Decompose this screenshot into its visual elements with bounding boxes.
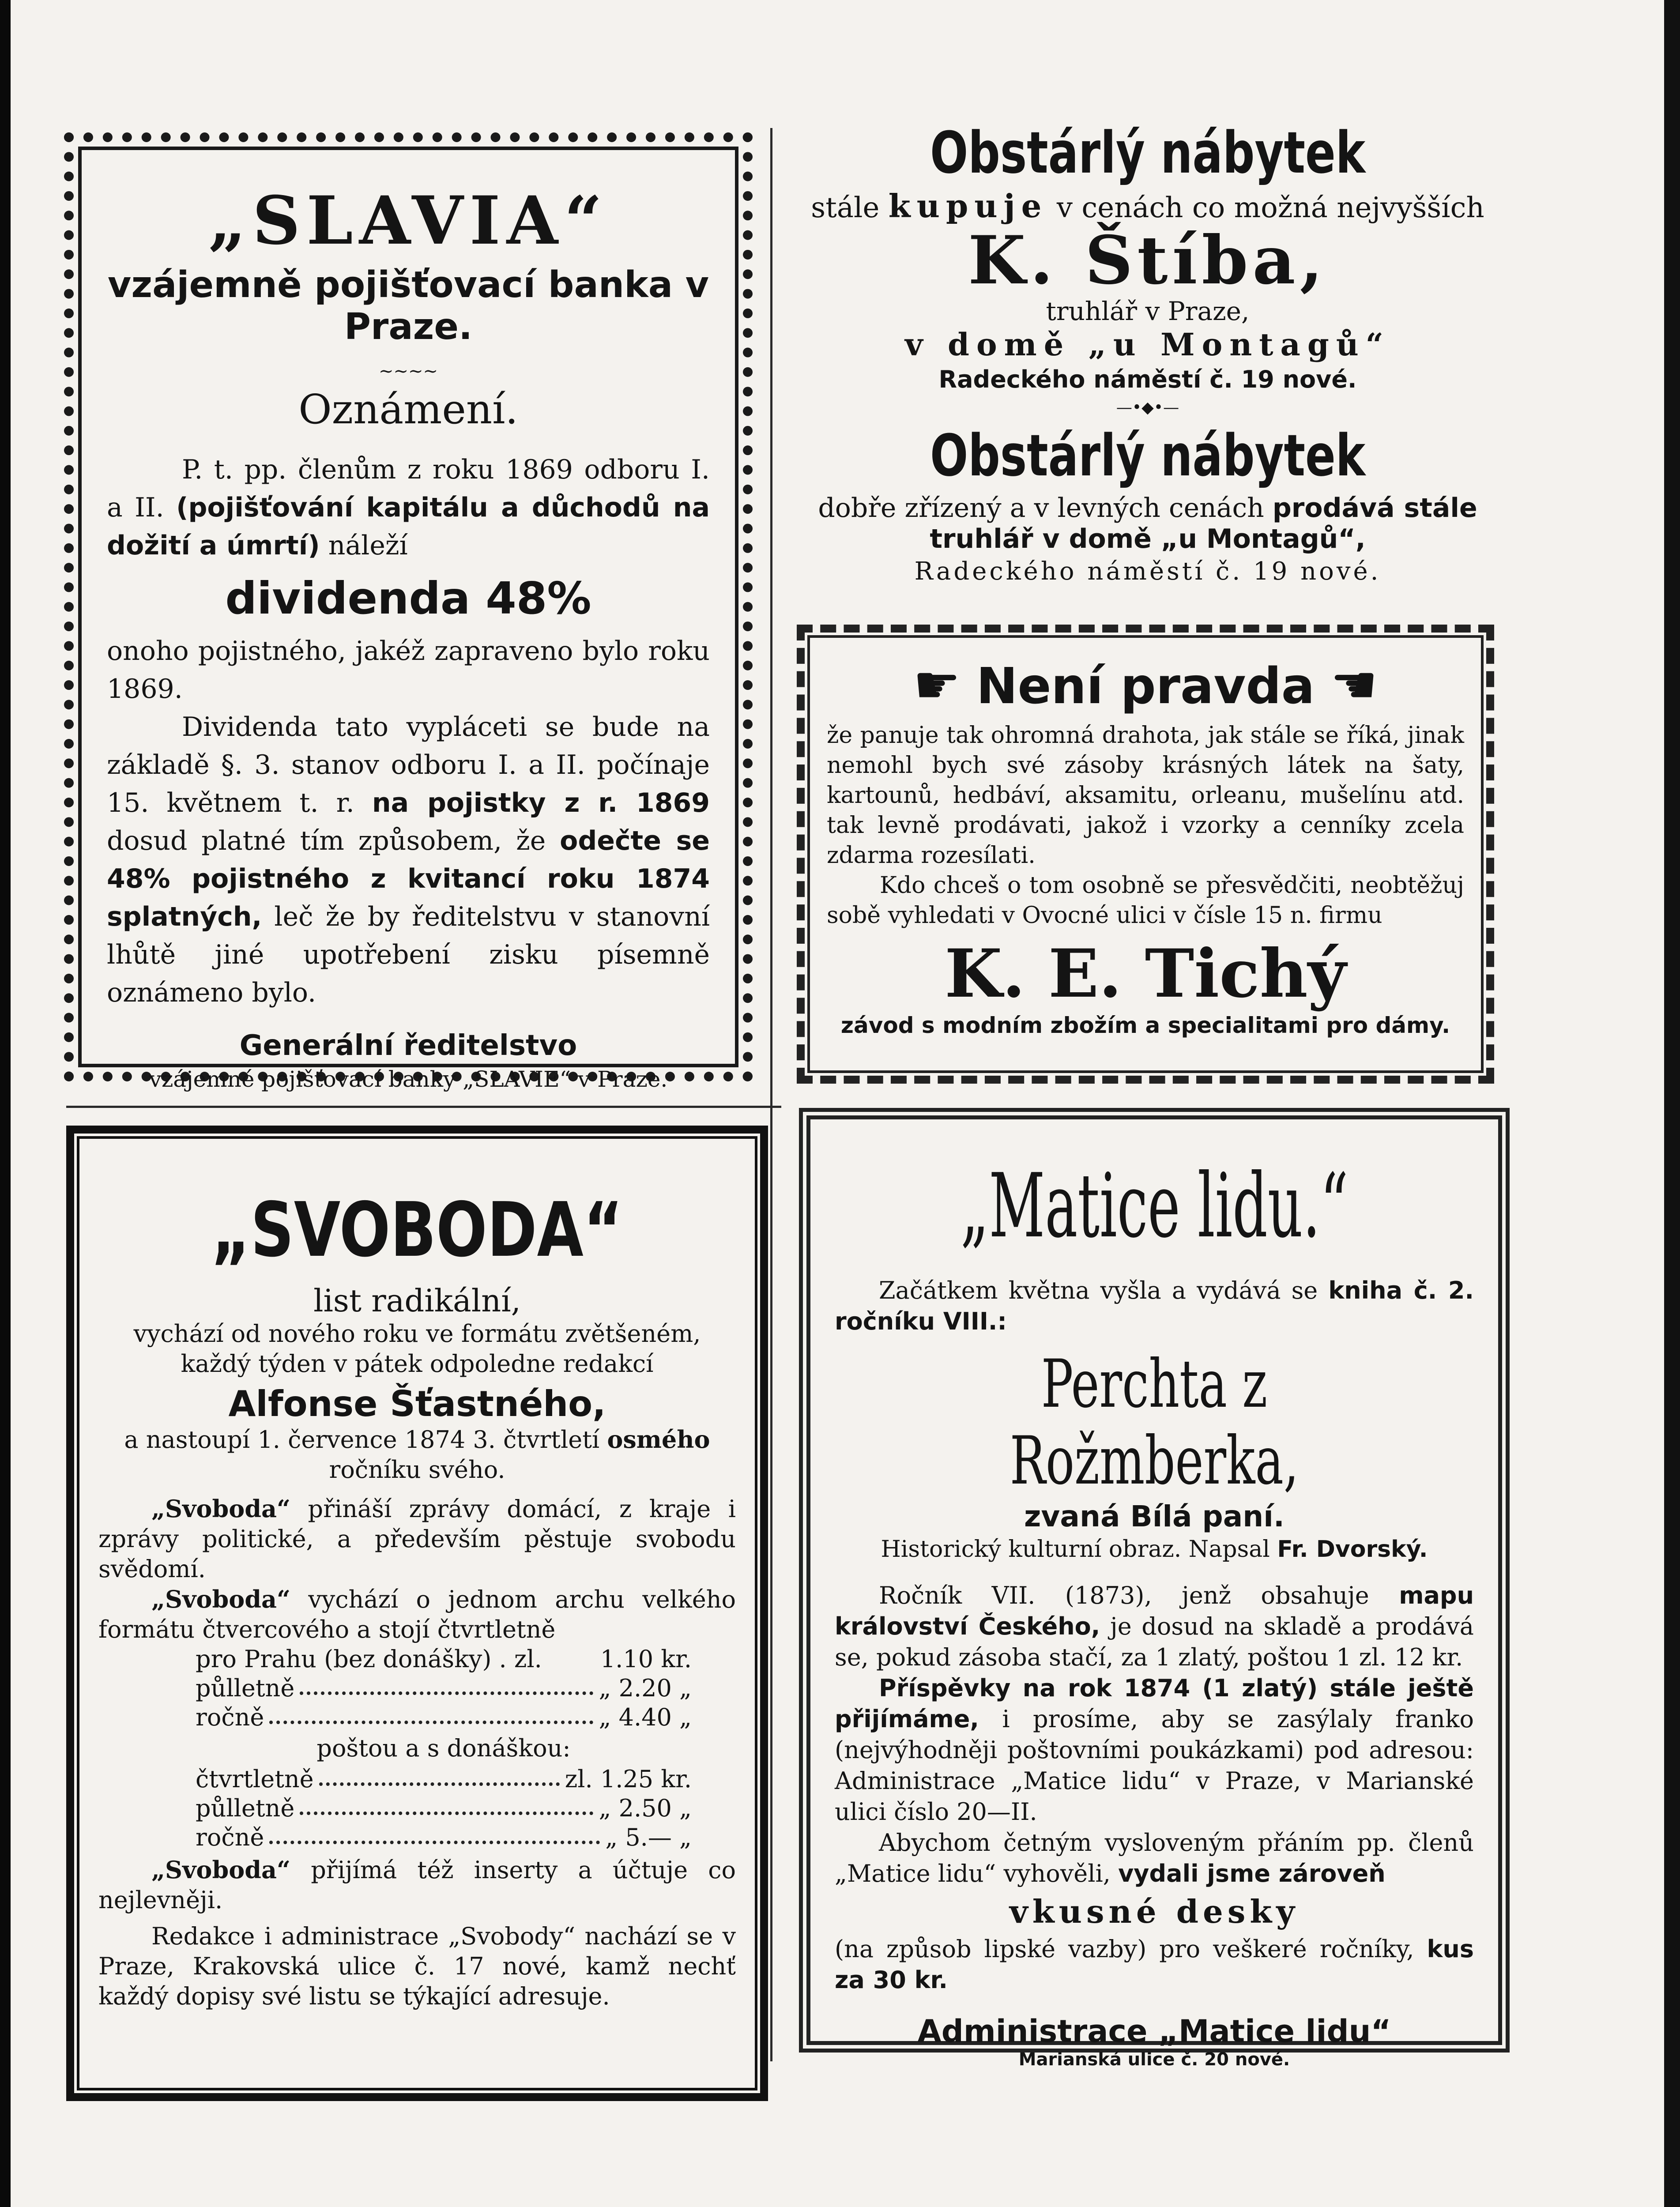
- stiba-heading-1: Obstárlý nábytek: [930, 119, 1366, 186]
- stiba-name: K. Štíba,: [968, 222, 1327, 299]
- svoboda-sub3a: a nastoupí 1. července 1874 3. čtvrtletí: [124, 1426, 600, 1454]
- stiba-line1: [786, 187, 1510, 225]
- ornament-dash: ~~~~: [378, 361, 438, 381]
- svoboda-price-table: [98, 1645, 736, 1852]
- svoboda-sub2: vychází od nového roku ve formátu zvětšeném, každý týden v pátek odpoledne redakcí: [133, 1320, 701, 1378]
- matice-p3b: vydali jsme zároveň: [1118, 1860, 1386, 1887]
- stiba-line4: Radeckého náměstí č. 19 nové.: [938, 365, 1357, 393]
- svoboda-p3b: přijímá též inserty a účtuje co nejlevněji.: [98, 1856, 736, 1914]
- slavia-signature: Generální ředitelstvo: [239, 1029, 577, 1062]
- stiba-line5b: prodává stále truhlář v domě „u Montagů“,: [930, 493, 1477, 554]
- slavia-para1: [107, 451, 710, 565]
- price-pul2-label: půlletně: [196, 1794, 295, 1822]
- matice-p1: [835, 1580, 1474, 1673]
- slavia-para3a: Dividenda tato vypláceti se bude na základě §. 3. stanov odboru I. a II. počínaje 15. květnem t. r.: [107, 712, 710, 818]
- matice-p1c: je dosud na skladě a prodává se, pokud zásoba stačí, za 1 zlatý, poštou 1 zl. 12 kr.: [835, 1612, 1474, 1671]
- slavia-para3b: na pojistky z r. 1869: [372, 787, 710, 818]
- svoboda-sub1: list radikální,: [313, 1283, 521, 1319]
- svoboda-p1a: „Svoboda“: [151, 1495, 291, 1523]
- stiba-advertisement: [786, 119, 1510, 609]
- matice-intro-a: Začátkem května vyšla a vydává se: [879, 1277, 1318, 1304]
- matice-address: Marianská ulice č. 20 nové.: [1018, 2049, 1290, 2070]
- column-divider: [770, 128, 772, 2061]
- slavia-para1c: náleží: [328, 530, 408, 561]
- stiba-heading-2: Obstárlý nábytek: [930, 422, 1366, 489]
- matice-p2a: Příspěvky na rok 1874 (1 zlatý) stále ještě přijímáme,: [835, 1674, 1474, 1733]
- svoboda-p4: Redakce i administrace „Svobody“ nachází se v Praze, Krakovská ulice č. 17 nové, kamž nechť každý dopisy své listu se týkající adresuje.: [98, 1922, 736, 2010]
- matice-p1b: mapu království Českého,: [835, 1582, 1474, 1640]
- matice-desky: vkusné desky: [1009, 1893, 1300, 1930]
- slavia-dividend: dividenda 48%: [225, 572, 591, 624]
- price-praha: 1.10 kr.: [600, 1645, 692, 1673]
- price-rocne2-label: ročně: [196, 1823, 264, 1851]
- neni-body-1: že panuje tak ohromná drahota, jak stále se říká, jinak nemohl bych své zásoby krásných látek na šaty, kartounů, hedbáví, aksamitu, orleanu, mušelínu atd. tak levně prodávati, jakož i vzorky a cenníky zcela zdarma rozesílati.: [827, 722, 1464, 869]
- price-ctvrt2-label: čtvrtletně: [196, 1765, 314, 1793]
- svoboda-p2: [98, 1584, 736, 1645]
- svoboda-sub3b: osmého: [607, 1425, 710, 1454]
- matice-p1a: Ročník VII. (1873), jenž obsahuje: [879, 1582, 1369, 1609]
- left-horizontal-rule: [66, 1106, 781, 1108]
- slavia-para3: [107, 708, 710, 1012]
- svoboda-title: „SVOBODA“: [211, 1186, 623, 1274]
- tichy-advertisement: [797, 625, 1494, 1084]
- slavia-title: „SLAVIA“: [208, 182, 609, 260]
- matice-p3: [835, 1827, 1474, 1889]
- stiba-line5a: dobře zřízený a v levných cenách: [818, 493, 1264, 524]
- price-pul2: „ 2.50 „: [599, 1794, 692, 1822]
- tichy-name: K. E. Tichý: [945, 935, 1346, 1013]
- matice-p2b: i prosíme, aby se zasýlaly franko (nejvýhodněji poštovními poukázkami) pod adresou: Administrace „Matice lidu“ v Praze, v Marianské ulici číslo 20—II.: [835, 1705, 1474, 1826]
- svoboda-sub3c: ročníku svého.: [329, 1456, 505, 1484]
- matice-p4b: kus za 30 kr.: [835, 1935, 1474, 1994]
- neni-heading-row: [827, 655, 1464, 716]
- slavia-heading: Oznámení.: [298, 386, 518, 433]
- price-pul: „ 2.20 „: [599, 1674, 692, 1702]
- stiba-line1b: kupuje: [888, 187, 1048, 225]
- neni-body-2: Kdo chceš o tom osobně se přesvědčiti, neobtěžuj sobě vyhledati v Ovocné ulici v čísle 15 n. firmu: [827, 872, 1464, 929]
- stiba-line6: Radeckého náměstí č. 19 nové.: [914, 557, 1381, 586]
- slavia-subtitle: vzájemně pojišťovací banka v Praze.: [107, 264, 709, 348]
- slavia-advertisement: [64, 132, 753, 1092]
- slavia-para3c: dosud platné tím způsobem, že: [107, 825, 546, 856]
- matice-p4: [835, 1934, 1474, 1996]
- slavia-para1b: (pojišťování kapitálu a důchodů na dožití a úmrtí): [107, 492, 710, 561]
- slavia-para3d: odečte se 48% pojistného z kvitancí roku 1874 splatných,: [107, 825, 710, 932]
- matice-p2: [835, 1673, 1474, 1827]
- matice-p3a: Abychom četným vysloveným přáním pp. členů „Matice lidu“ vyhověli,: [835, 1829, 1474, 1887]
- price-pul-label: půlletně: [196, 1674, 295, 1702]
- scan-left-edge: [0, 0, 11, 2207]
- matice-signature: Administrace „Matice lidu“: [917, 2013, 1391, 2049]
- price-rocne: „ 4.40 „: [599, 1703, 692, 1731]
- svoboda-p3a: „Svoboda“: [151, 1856, 291, 1884]
- scan-right-edge: [1664, 0, 1680, 2207]
- matice-book-title: Perchta z Rožmberka,: [1010, 1346, 1299, 1499]
- stiba-line3: v domě „u Montagů“: [904, 326, 1391, 363]
- svoboda-advertisement: [66, 1126, 768, 2101]
- matice-intro: [835, 1275, 1474, 1337]
- slavia-para2: onoho pojistného, jakéž zapraveno bylo roku 1869.: [107, 636, 710, 704]
- matice-p4a: (na způsob lipské vazby) pro veškeré ročníky,: [835, 1935, 1414, 1963]
- price-rocne2: „ 5.— „: [605, 1823, 692, 1851]
- price-rocne-label: ročně: [196, 1703, 264, 1731]
- svoboda-p1: [98, 1494, 736, 1584]
- matice-lidu-advertisement: [799, 1108, 1510, 2070]
- slavia-signature-line2: vzájemné pojišťovací banky „SLAVIE“ v Praze.: [149, 1066, 668, 1092]
- svoboda-sub3: [98, 1424, 736, 1485]
- matice-book-desc-b: Fr. Dvorský.: [1277, 1536, 1428, 1563]
- pointing-hand-right-icon: ☛: [913, 655, 961, 716]
- neni-footer: závod s modním zbožím a specialitami pro dámy.: [840, 1013, 1450, 1038]
- stiba-line2: truhlář v Praze,: [1046, 296, 1250, 326]
- svoboda-p2b: vychází o jednom archu velkého formátu čtvercového a stojí čtvrtletně: [98, 1586, 736, 1643]
- matice-intro-b: kniha č. 2. ročníku VIII.:: [835, 1277, 1474, 1335]
- price-praha-label: pro Prahu (bez donášky) . zl.: [196, 1645, 542, 1673]
- matice-book-sub: zvaná Bílá paní.: [1024, 1499, 1284, 1533]
- matice-book-desc-a: Historický kulturní obraz. Napsal: [881, 1536, 1270, 1563]
- price-ctvrt2: zl. 1.25 kr.: [565, 1765, 692, 1793]
- svoboda-p1b: přináší zprávy domácí, z kraje i zprávy politické, a především pěstuje svobodu svědomí.: [98, 1495, 736, 1583]
- stiba-line5: [786, 493, 1510, 554]
- svoboda-p2a: „Svoboda“: [151, 1585, 291, 1613]
- svoboda-editor: Alfonse Šťastného,: [228, 1383, 606, 1424]
- slavia-para1a: P. t. pp. členům z roku 1869 odboru I. a II.: [107, 454, 710, 523]
- stiba-line1c: v cenách co možná nejvyšších: [1056, 192, 1484, 224]
- pointing-hand-left-icon: ☚: [1330, 655, 1378, 716]
- matice-book-desc: [835, 1536, 1474, 1563]
- matice-title: „Matice lidu.“: [960, 1155, 1349, 1258]
- price-postou: poštou a s donáškou:: [316, 1734, 571, 1762]
- neni-heading: Není pravda: [976, 658, 1315, 715]
- slavia-para3e: leč že by ředitelstvu v stanovní lhůtě jiné upotřebení zisku písemně oznámeno bylo.: [107, 901, 710, 1008]
- svoboda-p3: [98, 1855, 736, 1915]
- stiba-line1a: stále: [811, 192, 880, 224]
- stiba-ornament: —•◆•—: [1116, 399, 1179, 417]
